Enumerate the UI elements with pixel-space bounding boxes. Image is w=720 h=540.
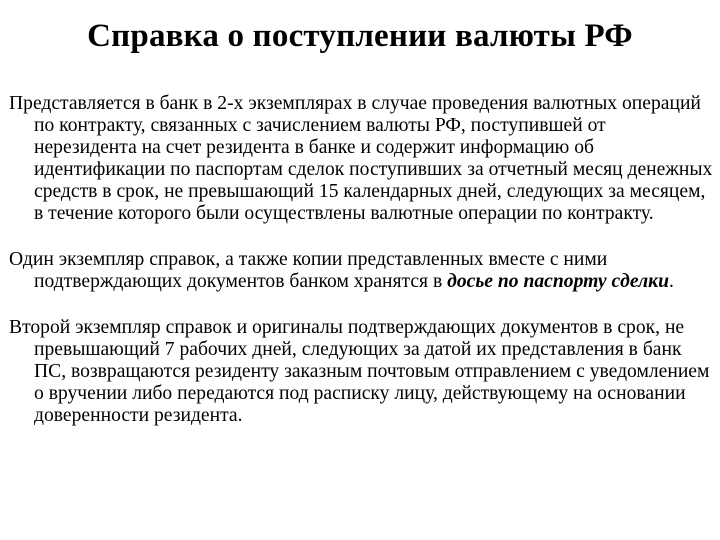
- paragraph-bank-copy: [9, 249, 713, 293]
- slide-body: [9, 93, 713, 427]
- paragraph-second-copy: Второй экземпляр справок и оригиналы подтверждающих документов в срок, не превышающий 7 рабочих дней, следующих за датой их представления в банк ПС, возвращаются резиденту заказным почтовым отправлением с уведомлением о вручении либо передаются под расписку лицу, действующему на основании доверенности резидента.: [9, 317, 710, 426]
- paragraph-bank-copy-end: .: [668, 271, 674, 292]
- deal-passport-dossier-emphasis: досье по паспорту сделки: [447, 271, 669, 292]
- paragraph-bank-copy-text: Один экземпляр справок, а также копии представленных вместе с ними подтверждающих документов банком хранятся в: [9, 249, 608, 292]
- slide-title: Справка о поступлении валюты РФ: [87, 18, 633, 54]
- paragraph-submission: Представляется в банк в 2-х экземплярах в случае проведения валютных операций по контракту, связанных с зачислением валюты РФ, поступившей от нерезидента на счет резидента в банке и содержит информацию об идентификации по паспортам сделок поступивших за отчетный месяц денежных средств в срок, не превышающий 15 календарных дней, следующих за месяцем, в течение которого были осуществлены валютные операции по контракту.: [9, 93, 713, 224]
